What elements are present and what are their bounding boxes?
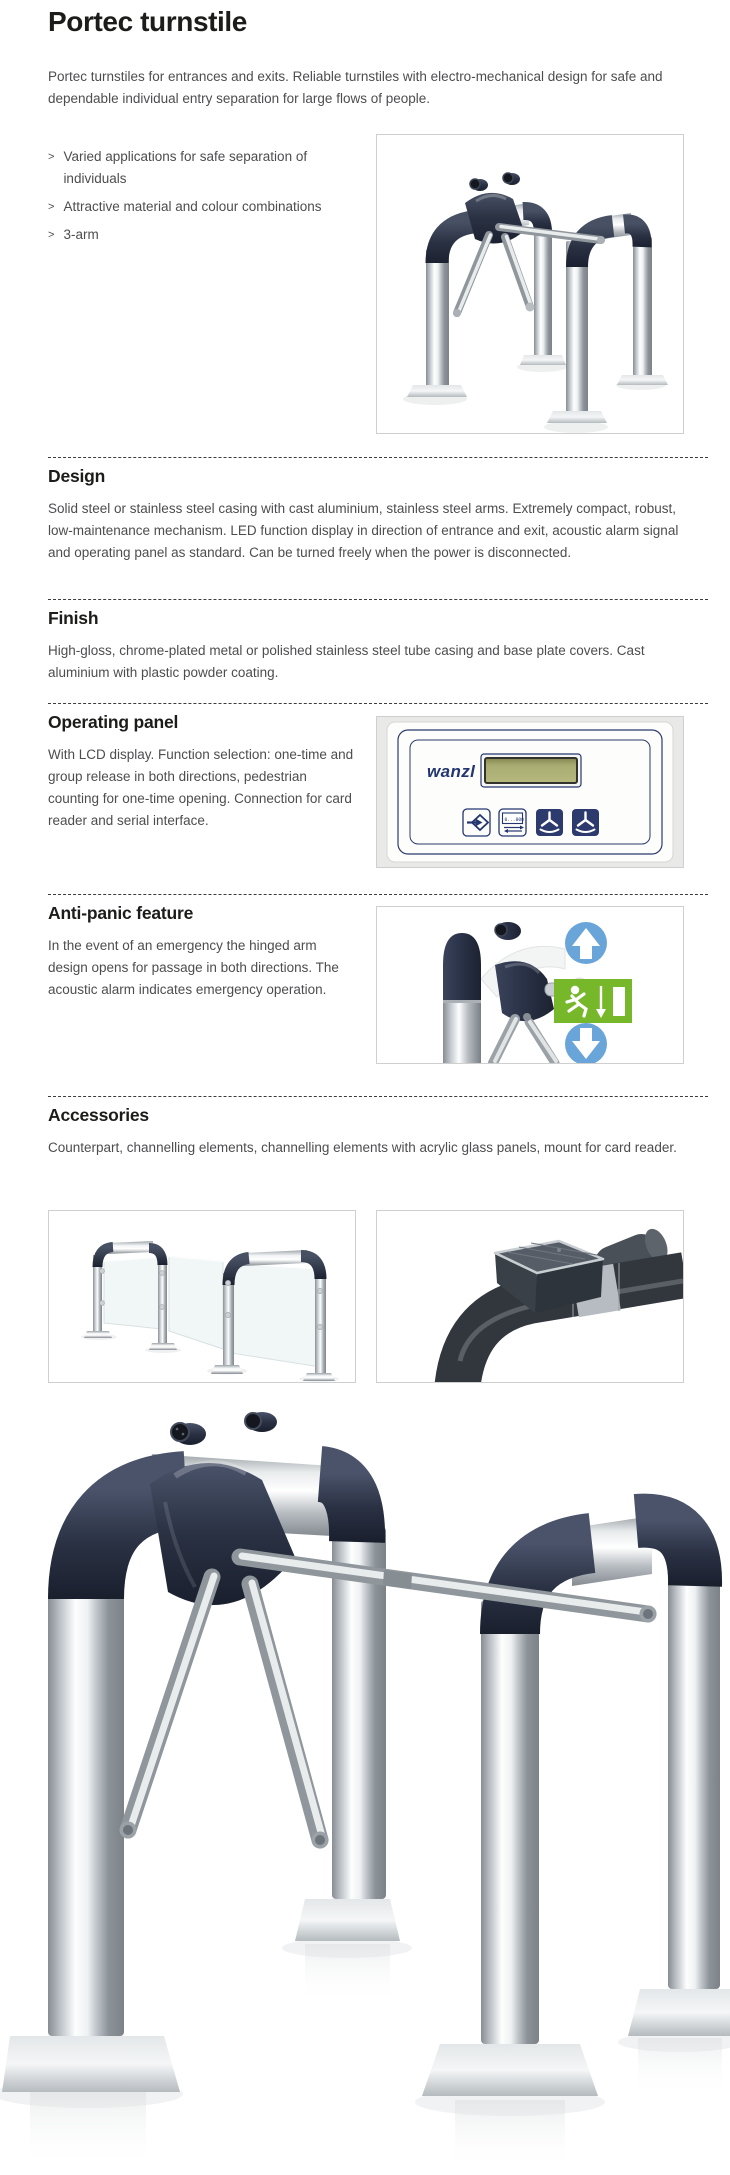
bullet-arrow-icon: > — [48, 229, 55, 241]
accessories-text: Counterpart, channelling elements, channelling elements with acrylic glass panels, mount for card reader. — [48, 1140, 677, 1155]
accessories-heading: Accessories — [48, 1105, 149, 1125]
feature-item — [48, 224, 340, 246]
turnstile-large-illustration — [0, 1412, 730, 2170]
page-title: Portec turnstile — [48, 6, 247, 37]
anti-panic-heading: Anti-panic feature — [48, 903, 194, 923]
entry-release-button — [463, 809, 490, 836]
section-divider — [48, 457, 708, 458]
anti-panic-photo — [376, 906, 684, 1064]
anti-panic-text: In the event of an emergency the hinged arm design opens for passage in both directions. The acoustic alarm indicates emergency operation. — [48, 938, 339, 997]
lcd-display — [481, 754, 581, 787]
finish-heading: Finish — [48, 608, 99, 628]
operating-panel-photo — [376, 716, 684, 868]
turnstile-large-photo — [0, 1392, 730, 2175]
turnstile-direction-button-left — [536, 809, 563, 836]
turnstile-illustration — [403, 173, 668, 433]
channelling-elements-photo — [48, 1210, 356, 1383]
turnstile-direction-button-right — [572, 809, 599, 836]
door-icon — [613, 987, 625, 1016]
feature-item — [48, 146, 340, 190]
turnstile-product-photo — [376, 134, 684, 434]
design-text: Solid steel or stainless steel casing with cast aluminium, stainless steel arms. Extremely compact, robust, low-maintenance mechanism. LED function display in direction of entrance and exit, acoustic alarm signal and operating panel as standard. Can be turned freely when the power is disconnected. — [48, 501, 679, 560]
glass-panels-illustration — [81, 1241, 339, 1382]
operating-panel-text: With LCD display. Function selection: one-time and group release in both directions, pedestrian counting for one-time opening. Connection for card reader and serial interface. — [48, 747, 354, 828]
emergency-exit-sign — [554, 979, 632, 1023]
feature-item — [48, 196, 340, 218]
section-divider — [48, 599, 708, 600]
feature-text: 3-arm — [63, 227, 99, 242]
counter-button — [499, 809, 526, 836]
intro-text: Portec turnstiles for entrances and exits. Reliable turnstiles with electro-mechanical design for safe and dependable individual entry separation for large flows of people. — [48, 69, 663, 106]
feature-list — [48, 146, 340, 252]
operating-panel-heading: Operating panel — [48, 712, 179, 732]
section-divider — [48, 1096, 708, 1097]
bullet-arrow-icon: > — [48, 151, 55, 163]
counter-value: 0...000 — [504, 817, 524, 823]
feature-text: Attractive material and colour combinations — [63, 199, 322, 214]
design-heading: Design — [48, 466, 106, 486]
wanzl-logo: wanzl — [427, 762, 476, 781]
section-divider — [48, 894, 708, 895]
section-divider — [48, 703, 708, 704]
bullet-arrow-icon: > — [48, 201, 55, 213]
card-reader-mount-photo — [376, 1210, 684, 1383]
finish-text: High-gloss, chrome-plated metal or polished stainless steel tube casing and base plate covers. Cast aluminium with plastic powder coating. — [48, 643, 645, 680]
card-reader-illustration — [457, 1226, 683, 1382]
feature-text: Varied applications for safe separation of individuals — [63, 149, 308, 186]
down-direction-sign — [565, 1023, 607, 1063]
up-direction-sign — [565, 922, 607, 964]
